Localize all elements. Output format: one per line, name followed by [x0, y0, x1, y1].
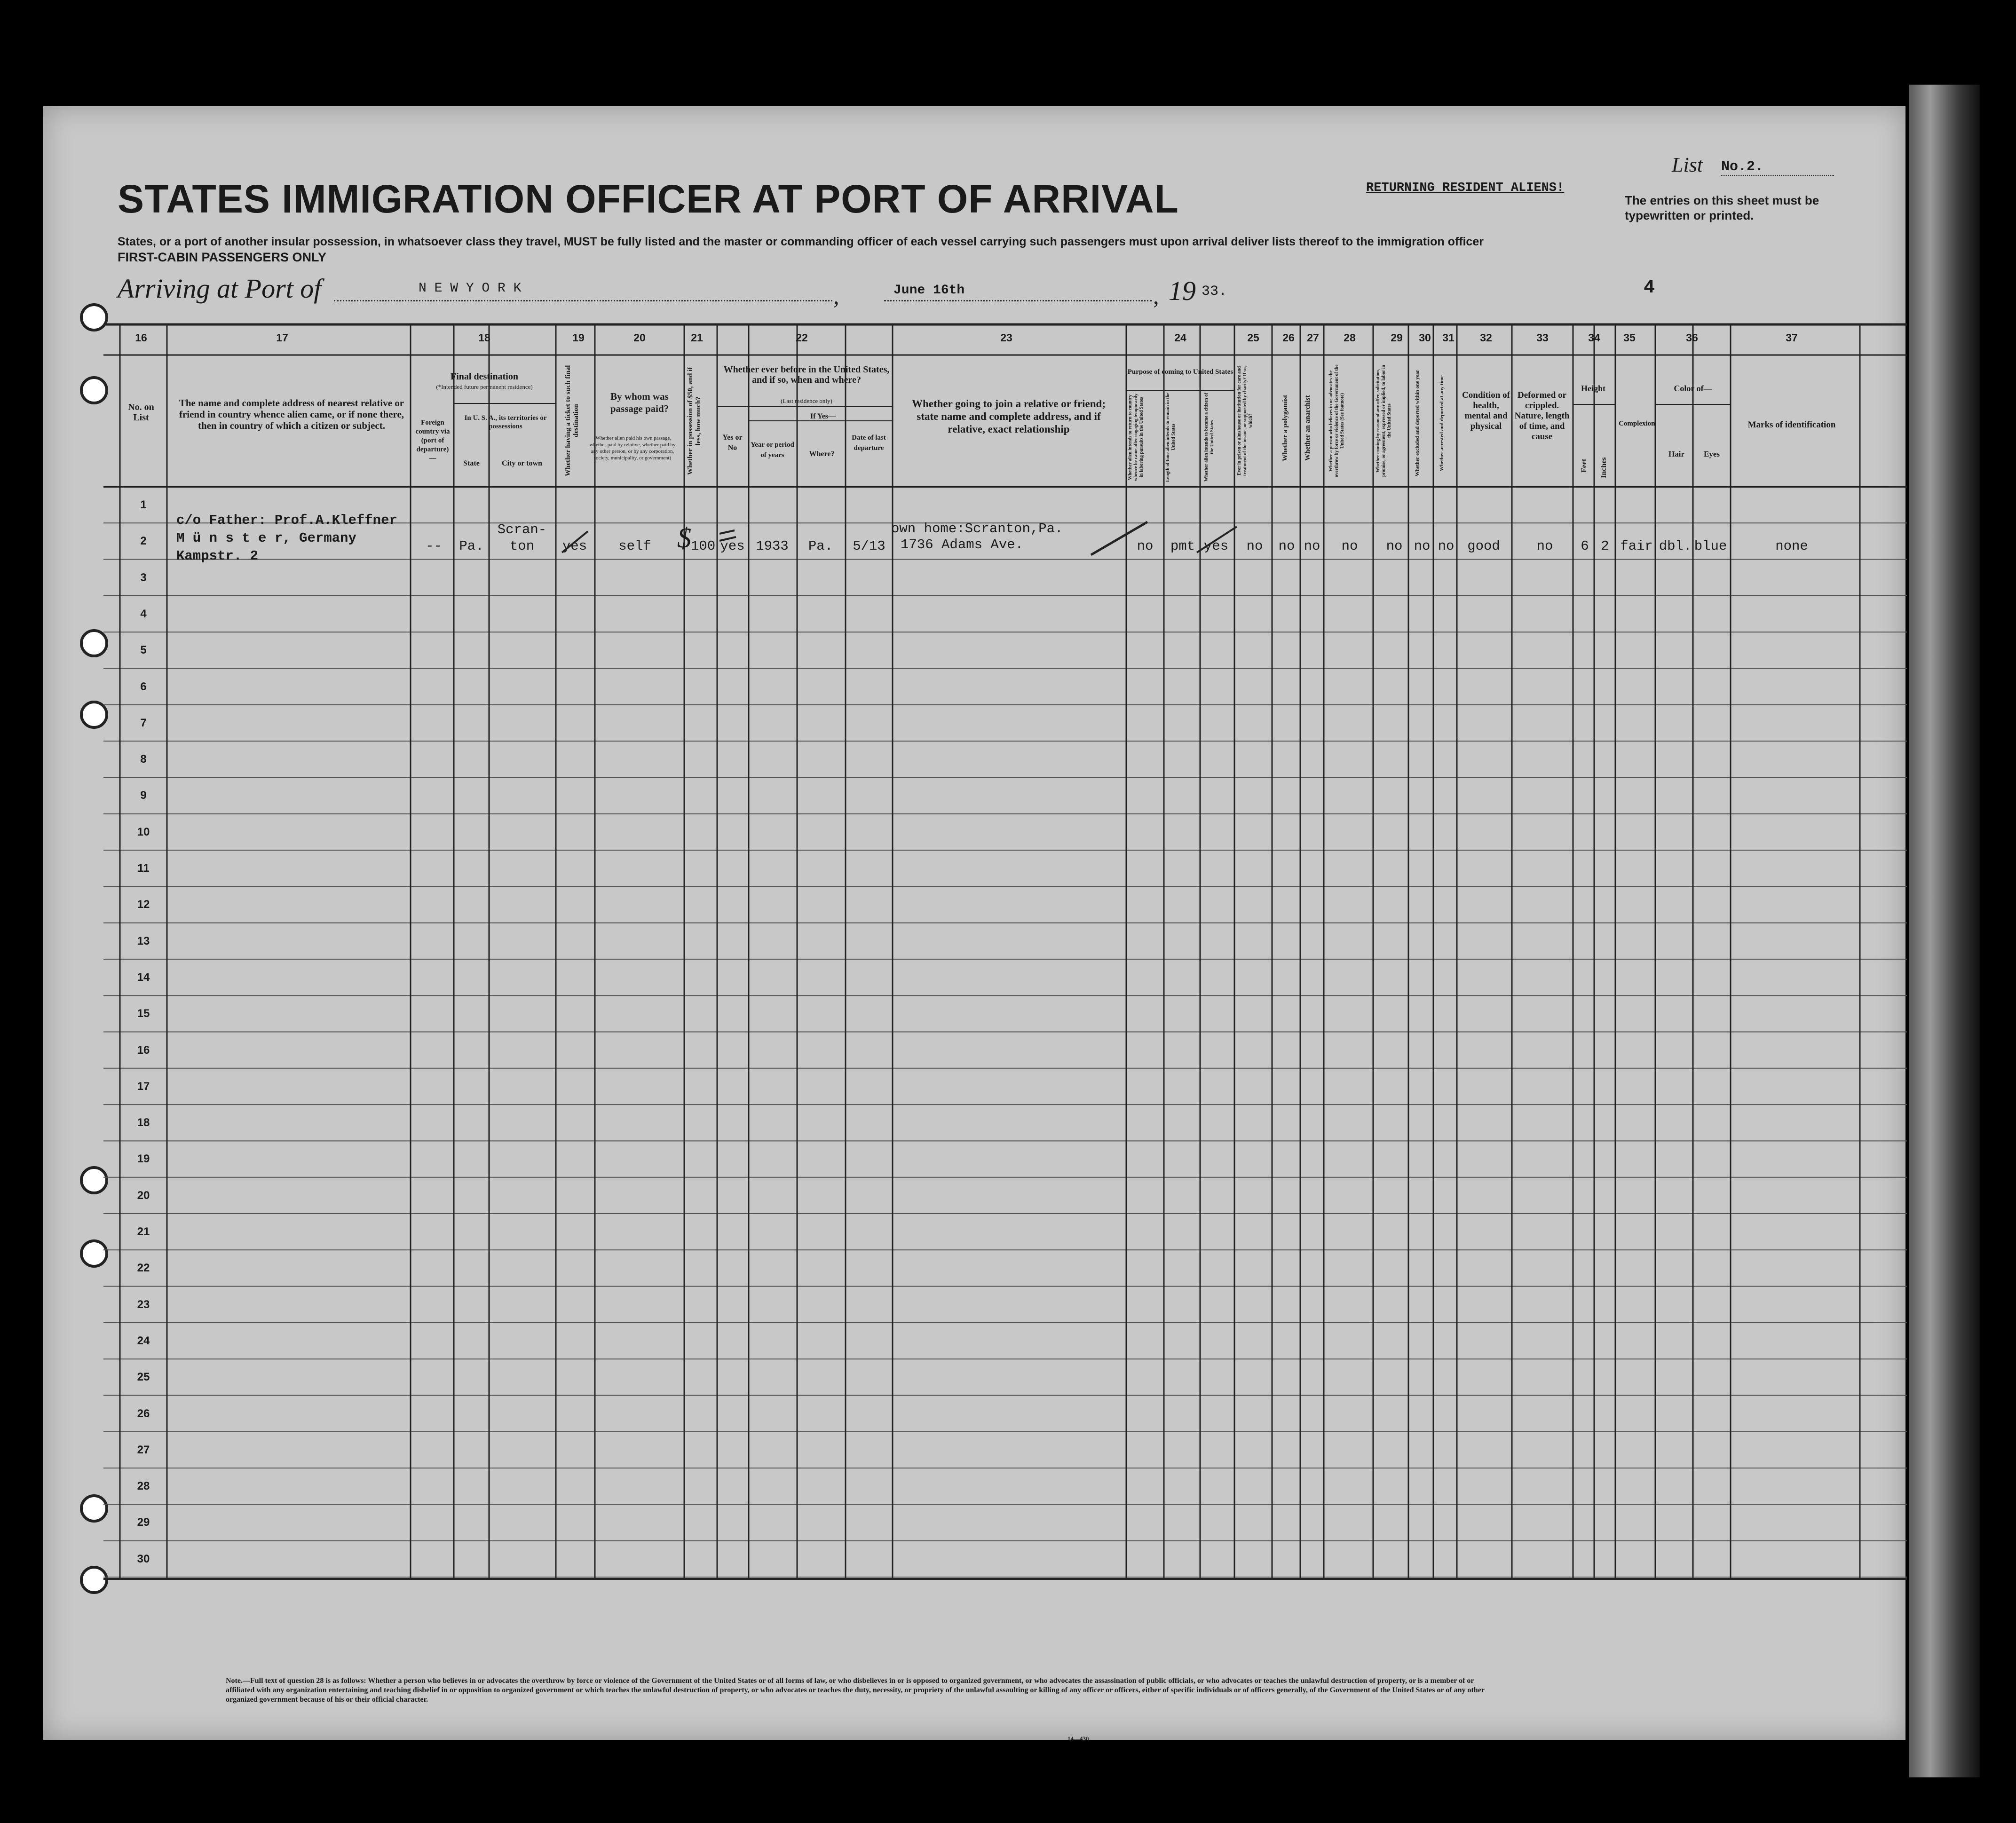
ticket-value: yes	[562, 538, 587, 554]
relative-line-2: M ü n s t e r, Germany	[176, 530, 356, 546]
typewritten-note: The entries on this sheet must be typewritten or printed.	[1625, 193, 1819, 222]
header-prison: Ever in prison or almshouse or institution for care and treatment of the insane, or supported by charity? If so, which?	[1237, 366, 1253, 476]
port-value: N E W Y O R K	[419, 281, 522, 296]
row-number: 14	[137, 971, 150, 984]
header-deformed: Deformed or crippled. Nature, length of time, and cause	[1514, 390, 1570, 442]
deformed-value: no	[1536, 538, 1553, 554]
header-health: Condition of health, mental and physical	[1462, 390, 1510, 431]
list-label: List	[1672, 153, 1703, 176]
check-mark	[719, 530, 736, 541]
row-number: 28	[137, 1480, 150, 1493]
row-number: 27	[137, 1443, 150, 1456]
before-year-value: 1933	[756, 538, 789, 554]
instructions-text: States, or a port of another insular possession, in whatsoever class they travel, MUST be fully listed and the master or commanding officer of each vessel carrying such passengers must upon arrival deliver lists thereof to the immigration officer	[118, 235, 1484, 248]
column-number: 25	[1247, 331, 1259, 344]
header-final-destination: Final destination	[451, 371, 518, 382]
column-number: 27	[1307, 331, 1319, 344]
returning-residents-label: RETURNING RESIDENT ALIENS!	[1366, 181, 1565, 195]
header-city: City or town	[502, 459, 542, 467]
header-if-yes: If Yes—	[810, 412, 836, 420]
header-passage-note: (Whether alien paid his own passage, whether paid by relative, whether paid by any other person, or by any corporation, society, municipality, or government)	[589, 435, 676, 461]
row-number: 1	[140, 498, 147, 511]
header-state: State	[463, 459, 480, 467]
row-number: 9	[140, 789, 147, 802]
header-no-on-list: No. on List	[128, 402, 154, 423]
row-number: 15	[137, 1007, 150, 1020]
polygamist-value: no	[1278, 538, 1295, 554]
city-line-1: Scran-	[497, 522, 547, 537]
arriving-label: Arriving at Port of	[118, 273, 322, 304]
header-excluded: Whether excluded and deported within one year	[1415, 370, 1420, 477]
column-number: 16	[135, 331, 147, 344]
relative-line-3: Kampstr. 2	[176, 548, 259, 564]
feet-value: 6	[1581, 538, 1589, 554]
header-marks: Marks of identification	[1747, 420, 1836, 430]
marks-value: none	[1775, 538, 1808, 554]
column-number: 33	[1536, 331, 1549, 344]
row-number: 22	[137, 1262, 150, 1275]
column-number: 21	[691, 331, 703, 344]
relative-line-1: c/o Father: Prof.A.Kleffner	[176, 513, 397, 528]
row-number: 26	[137, 1407, 150, 1420]
form-number: 14—430	[1067, 1735, 1089, 1742]
port-comma: ,	[833, 283, 839, 309]
row-number: 12	[137, 898, 150, 911]
city-line-2: ton	[509, 538, 535, 554]
column-number: 22	[796, 331, 808, 344]
hair-value: dbl.	[1659, 538, 1692, 554]
foreign-country-value: --	[426, 538, 442, 554]
date-comma: ,	[1153, 283, 1159, 309]
column-number: 36	[1686, 331, 1698, 344]
header-ticket: Whether having a ticket to such final destination	[564, 365, 580, 477]
header-purpose-return: Whether alien intends to return to country whence he came after engaging temporarily in laboring pursuits in the United States	[1128, 393, 1144, 481]
purpose-citizen-value: yes	[1203, 538, 1229, 554]
row-number: 2	[140, 535, 147, 548]
overthrow-value: no	[1341, 538, 1358, 554]
eyes-value: blue	[1694, 538, 1727, 554]
before-yes-value: yes	[720, 538, 745, 554]
complexion-value: fair	[1620, 538, 1653, 554]
join-line-1: own home:Scranton,Pa.	[891, 521, 1063, 537]
row-number: 3	[140, 571, 147, 584]
inches-value: 2	[1601, 538, 1609, 554]
row-number: 30	[137, 1552, 150, 1565]
row-number: 7	[140, 716, 147, 729]
prison-value: no	[1246, 538, 1263, 554]
header-height: Height	[1581, 384, 1605, 393]
anarchist-value: no	[1304, 538, 1320, 554]
column-number: 37	[1786, 331, 1798, 344]
column-number: 17	[276, 331, 288, 344]
header-feet: Feet	[1580, 458, 1588, 473]
check-mark	[562, 531, 588, 552]
offer-labor-value: no	[1386, 538, 1403, 554]
header-nearest-relative: The name and complete address of nearest relative or friend in country whence alien came, or if none there, then in country of which a citizen or subject.	[179, 397, 404, 431]
header-inches: Inches	[1600, 457, 1608, 479]
header-fifty-dollars: Whether in possession of $50, and if less, how much?	[687, 367, 702, 475]
column-number: 30	[1419, 331, 1431, 344]
header-purpose: Purpose of coming to United States	[1127, 368, 1233, 376]
column-number: 24	[1174, 331, 1186, 344]
header-hair: Hair	[1668, 450, 1684, 458]
header-ever-before-note: (Last residence only)	[781, 397, 832, 404]
row-number: 11	[137, 862, 150, 875]
date-value: June 16th	[893, 283, 965, 298]
row-number: 10	[137, 825, 150, 838]
column-number: 31	[1442, 331, 1455, 344]
header-color-of: Color of—	[1674, 384, 1712, 393]
row-number: 19	[137, 1152, 150, 1166]
row-number: 5	[140, 644, 147, 657]
row-number: 8	[140, 753, 147, 766]
last-departure-value: 5/13	[853, 538, 885, 554]
cabin-class-label: FIRST-CABIN PASSENGERS ONLY	[118, 250, 327, 264]
column-number: 29	[1391, 331, 1403, 344]
column-number: 23	[1000, 331, 1012, 344]
column-number: 28	[1344, 331, 1356, 344]
row-number: 29	[137, 1516, 150, 1529]
header-final-destination-note: (*Intended future permanent residence)	[436, 383, 533, 390]
header-anarchist: Whether an anarchist	[1304, 395, 1312, 461]
header-offer-labor: Whether coming by reason of any offer, solicitation, promise, or agreement, expressed or implied, to labor in the United States	[1376, 364, 1392, 477]
page-number: 4	[1644, 277, 1655, 299]
purpose-return-value: no	[1137, 538, 1154, 554]
header-purpose-citizen: Whether alien intends to become a citizen of the United States	[1204, 393, 1215, 482]
form-title: STATES IMMIGRATION OFFICER AT PORT OF ARRIVAL	[118, 177, 1179, 221]
header-polygamist: Whether a polygamist	[1281, 395, 1289, 461]
header-overthrow: Whether a person who believes in or advocates the overthrow by force or violence of the Government of the United States (See footnote)	[1328, 364, 1345, 477]
purpose-length-value: pmt	[1170, 538, 1195, 554]
row-number: 25	[137, 1371, 150, 1384]
column-number: 32	[1480, 331, 1492, 344]
join-line-2: 1736 Adams Ave.	[901, 537, 1024, 552]
paid-by-value: self	[618, 538, 651, 554]
row-number: 16	[137, 1043, 150, 1057]
header-eyes: Eyes	[1704, 450, 1720, 458]
excluded-value: no	[1414, 538, 1431, 554]
header-purpose-length: Length of time alien intends to remain in the United States	[1165, 393, 1176, 482]
footnote: Note.—Full text of question 28 is as follows: Whether a person who believes in or advocates the overthrow by force or violence of the Government of the United States or of all forms of law, or who disbelieves in or is opposed to organized government, or who advocates the assassination of public officials, or who advocates or teaches the unlawful destruction of property, or is a member of or affiliated with any organization entertaining and teaching disbelief in or opposition to organized government or which teaches the unlawful destruction of property, or who advocates or teaches the duty, necessity, or propriety of the unlawful assaulting or killing of any officer or officers, either of specific individuals or of officers generally, of the Government of the United States or of any other organized government because of his or their official character.	[226, 1677, 1485, 1704]
row-number: 20	[137, 1189, 150, 1202]
list-number: No.2.	[1721, 159, 1834, 176]
row-number: 4	[140, 607, 147, 620]
row-number: 21	[137, 1225, 150, 1238]
check-mark	[1197, 527, 1237, 552]
row-number: 17	[137, 1080, 150, 1093]
header-arrested: Whether arrested and deported at any time	[1439, 375, 1445, 471]
money-value: 100	[690, 538, 716, 554]
health-value: good	[1467, 538, 1500, 554]
year-prefix: 19	[1169, 276, 1196, 306]
state-value: Pa.	[459, 538, 484, 554]
column-number: 26	[1282, 331, 1295, 344]
column-number: 34	[1588, 331, 1600, 344]
header-where: Where?	[809, 450, 835, 458]
row-number: 24	[137, 1334, 150, 1347]
year-value: 33.	[1202, 284, 1227, 300]
row-number: 18	[137, 1116, 150, 1129]
row-number: 6	[140, 680, 147, 693]
header-complexion: Complexion	[1619, 420, 1655, 427]
row-number: 23	[137, 1298, 150, 1311]
arrested-value: no	[1438, 538, 1455, 554]
header-year-period: Year or period of years	[751, 441, 794, 459]
column-number: 35	[1623, 331, 1636, 344]
check-mark	[1091, 522, 1147, 555]
dollar-sign: $	[677, 522, 691, 553]
before-where-value: Pa.	[808, 538, 833, 554]
header-yes-or-no: Yes or No	[722, 434, 743, 452]
header-foreign-country: Foreign country via (port of departure)—	[415, 419, 450, 462]
column-number: 20	[633, 331, 646, 344]
column-number: 18	[478, 331, 490, 344]
column-number: 19	[572, 331, 585, 344]
row-number: 13	[137, 934, 150, 947]
header-in-usa: In U. S. A., its territories or possessions	[464, 414, 547, 430]
header-passage-paid: By whom was passage paid?	[610, 391, 669, 414]
header-going-to-join: Whether going to join a relative or friend; state name and complete address, and if relative, exact relationship	[911, 398, 1106, 435]
header-ever-before: Whether ever before in the United States, and if so, when and where?	[723, 364, 890, 385]
header-last-departure: Date of last departure	[852, 434, 886, 452]
